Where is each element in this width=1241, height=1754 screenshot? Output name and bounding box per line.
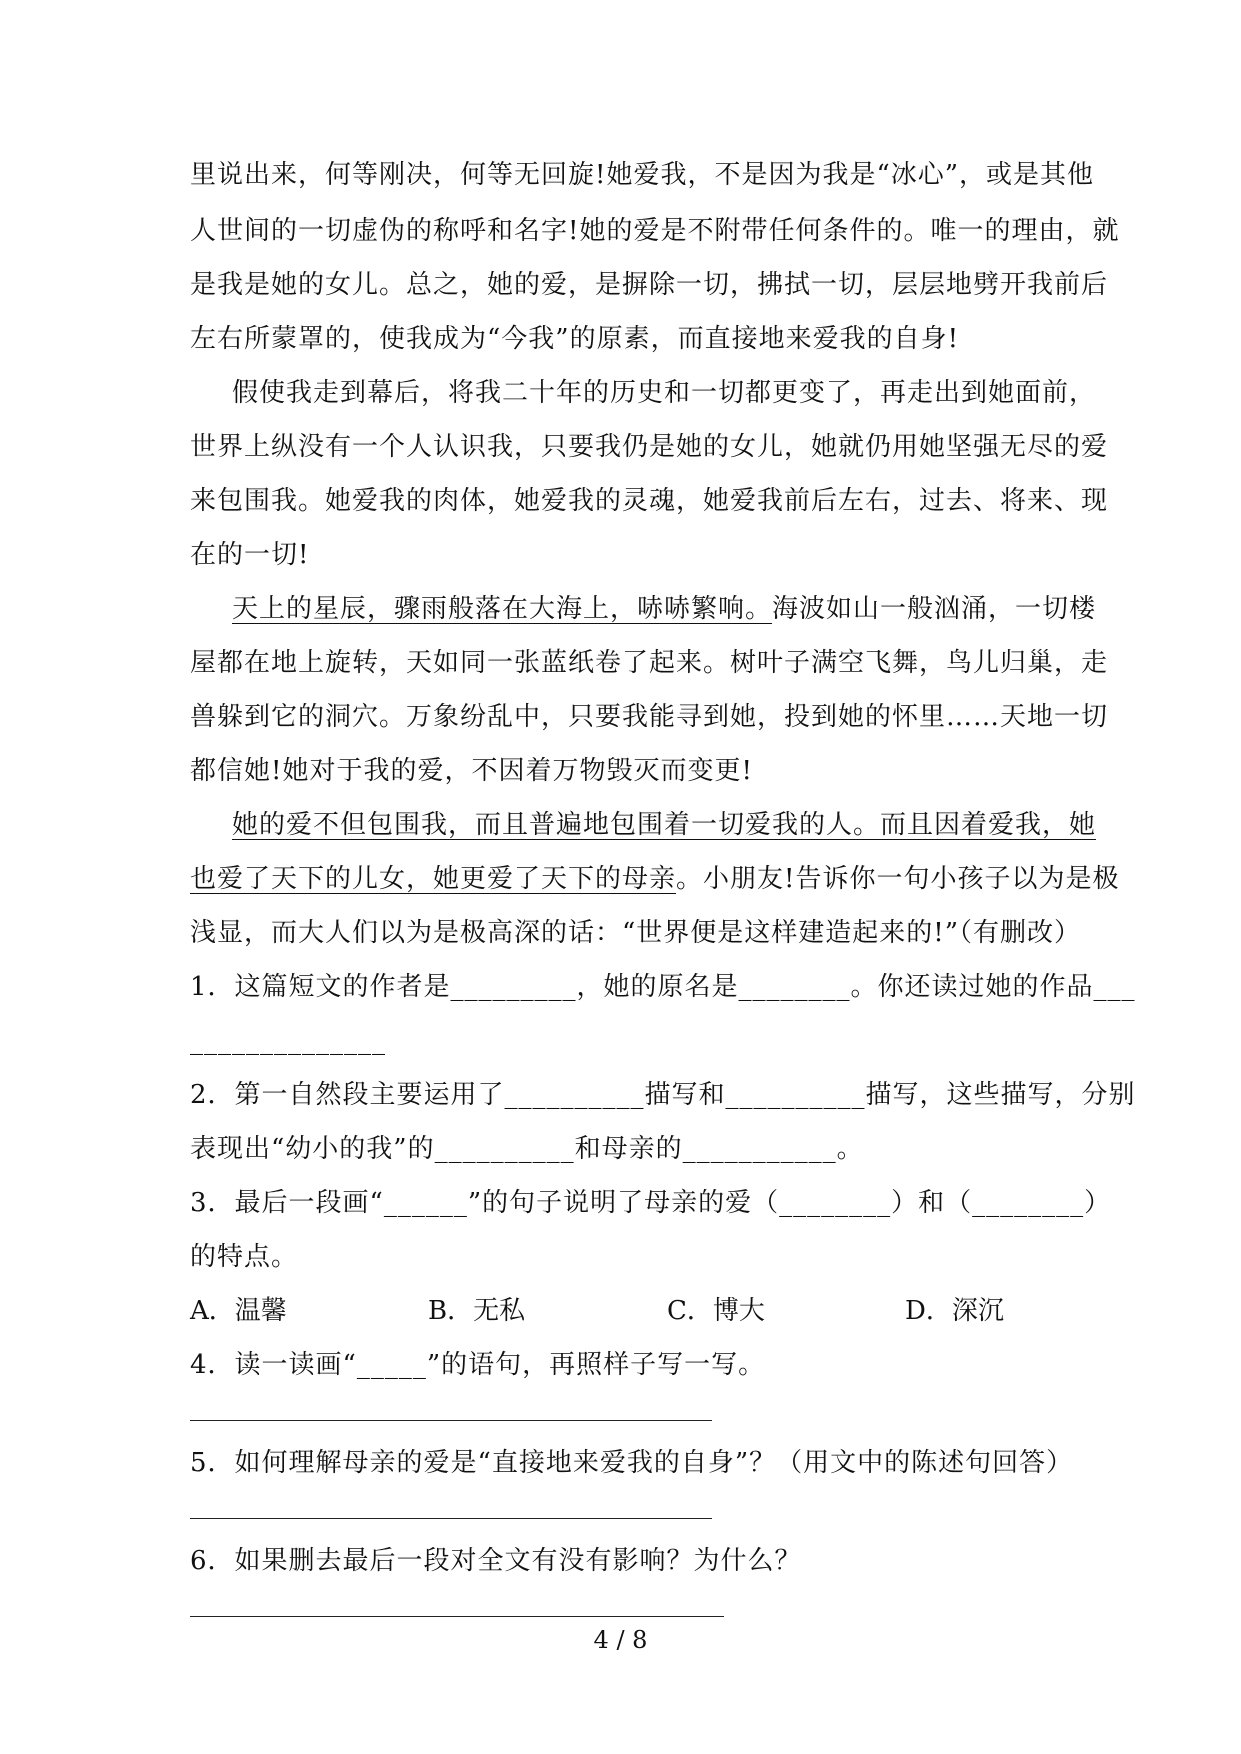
question-5: 5．如何理解母亲的爱是“直接地来爱我的自身”？（用文中的陈述句回答） — [190, 1448, 1074, 1478]
question-3-suffix: ”的句子说明了母亲的爱（________）和（________） — [467, 1188, 1112, 1218]
answer-line-5[interactable] — [190, 1518, 712, 1519]
passage-p4-line-2 — [190, 862, 1119, 896]
underlined-sentence-2: 也爱了天下的儿女，她更爱了天下的母亲 — [190, 864, 677, 894]
passage-p4-line-2-rest: 。小朋友!告诉你一句小孩子以为是极 — [676, 864, 1120, 894]
question-3-prefix: 3．最后一段画“ — [190, 1188, 384, 1218]
passage-p2-line-4: 在的一切! — [190, 540, 310, 570]
underlined-sentence-1: 天上的星辰，骤雨般落在大海上，哧哧繁响。 — [232, 594, 773, 624]
question-6: 6．如果删去最后一段对全文有没有影响？为什么？ — [190, 1546, 802, 1576]
question-3-line-1 — [190, 1186, 1111, 1220]
question-4 — [190, 1348, 765, 1382]
answer-line-6[interactable] — [190, 1616, 724, 1617]
option-a: A．温馨 — [190, 1296, 287, 1326]
answer-line-4[interactable] — [190, 1420, 712, 1421]
passage-p2-line-1: 假使我走到幕后，将我二十年的历史和一切都更变了，再走出到她面前， — [232, 378, 1097, 408]
passage-p3-line-2: 屋都在地上旋转，天如同一张蓝纸卷了起来。树叶子满空飞舞，鸟儿归巢，走 — [190, 648, 1109, 678]
option-d: D．深沉 — [905, 1296, 1004, 1326]
passage-p1-line-1: 里说出来，何等刚决，何等无回旋!她爱我，不是因为我是“冰心”，或是其他 — [190, 160, 1095, 190]
question-3-mark: ______ — [383, 1188, 468, 1218]
passage-p4-line-3: 浅显，而大人们以为是极高深的话：“世界便是这样建造起来的!”（有删改） — [190, 918, 1082, 948]
passage-p1-line-4: 左右所蒙罩的，使我成为“今我”的原素，而直接地来爱我的自身! — [190, 324, 960, 354]
passage-p3-line-1 — [232, 592, 1096, 626]
passage-p1-line-3: 是我是她的女儿。总之，她的爱，是摒除一切，拂拭一切，层层地劈开我前后 — [190, 270, 1109, 300]
passage-p2-line-3: 来包围我。她爱我的肉体，她爱我的灵魂，她爱我前后左右，过去、将来、现 — [190, 486, 1109, 516]
passage-p3-line-3: 兽躲到它的洞穴。万象纷乱中，只要我能寻到她，投到她的怀里……天地一切 — [190, 702, 1109, 732]
option-b: B．无私 — [428, 1296, 526, 1326]
passage-p4-line-1: 她的爱不但包围我，而且普遍地包围着一切爱我的人。而且因着爱我，她 — [232, 810, 1097, 840]
page-number: 4 / 8 — [593, 1626, 648, 1654]
passage-p3-line-4: 都信她!她对于我的爱，不因着万物毁灭而变更! — [190, 756, 753, 786]
question-2-line-1: 2．第一自然段主要运用了__________描写和__________描写，这些描写，分别 — [190, 1080, 1136, 1110]
question-3-line-2: 的特点。 — [190, 1242, 299, 1272]
passage-p3-line-1-rest: 海波如山一般汹涌，一切楼 — [772, 594, 1097, 624]
question-4-mark: _____ — [356, 1350, 427, 1380]
question-4-suffix: ”的语句，再照样子写一写。 — [426, 1350, 766, 1380]
question-2-line-2: 表现出“幼小的我”的__________和母亲的___________。 — [190, 1134, 864, 1164]
question-1: 1．这篇短文的作者是_________，她的原名是________。你还读过她的作品___ — [190, 972, 1136, 1002]
passage-p2-line-2: 世界上纵没有一个人认识我，只要我仍是她的女儿，她就仍用她坚强无尽的爱 — [190, 432, 1109, 462]
option-c: C．博大 — [667, 1296, 765, 1326]
question-4-prefix: 4．读一读画“ — [190, 1350, 357, 1380]
question-1-continuation: ______________ — [190, 1026, 386, 1056]
passage-p1-line-2: 人世间的一切虚伪的称呼和名字!她的爱是不附带任何条件的。唯一的理由，就 — [190, 216, 1120, 246]
